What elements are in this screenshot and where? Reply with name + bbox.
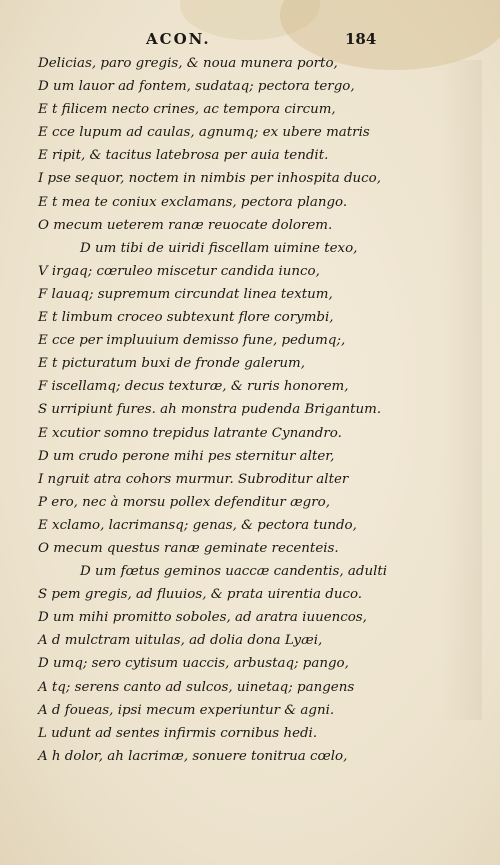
verse-line: I pse sequor, noctem in nimbis per inhospita duco,	[38, 171, 381, 187]
verse-line: F iscellamq; decus texturæ, & ruris honorem,	[38, 379, 349, 395]
verse-line: E xcutior somno trepidus latrante Cynandro.	[38, 425, 342, 441]
verse-line: E cce lupum ad caulas, agnumq; ex ubere matris	[38, 125, 370, 141]
page-number: 184	[345, 30, 377, 48]
verse-line: P ero, nec à morsu pollex defenditur ægro,	[38, 494, 330, 510]
verse-line: D um crudo perone mihi pes sternitur alter,	[38, 448, 335, 464]
verse-line: A d mulctram uitulas, ad dolia dona Lyæi,	[38, 633, 323, 649]
page-header	[40, 30, 380, 52]
verse-line: E t picturatum buxi de fronde galerum,	[38, 356, 305, 372]
verse-line: E ripit, & tacitus latebrosa per auia tendit.	[38, 148, 329, 164]
verse-line: D um lauor ad fontem, sudataq; pectora tergo,	[38, 79, 355, 95]
verse-line: E t limbum croceo subtexunt flore corymbi,	[38, 310, 334, 326]
verse-block	[38, 52, 388, 768]
verse-line: D um mihi promitto soboles, ad aratra iuuencos,	[38, 610, 367, 626]
running-head: ACON.	[146, 30, 211, 48]
verse-line: E t filicem necto crines, ac tempora circum,	[38, 102, 336, 118]
verse-line: O mecum ueterem ranæ reuocate dolorem.	[38, 217, 333, 233]
verse-line: S pem gregis, ad fluuios, & prata uirentia duco.	[38, 587, 363, 603]
verse-line: D um tibi de uiridi fiscellam uimine texo,	[80, 240, 358, 256]
verse-line: F lauaq; supremum circundat linea textum,	[38, 286, 333, 302]
verse-line: O mecum questus ranæ geminate recenteis.	[38, 540, 339, 556]
verse-line: V irgaq; cœruleo miscetur candida iunco,	[38, 263, 320, 279]
verse-line: Delicias, paro gregis, & noua munera porto,	[38, 56, 338, 71]
verse-line: E t mea te coniux exclamans, pectora plango.	[38, 194, 348, 210]
verse-line: A h dolor, ah lacrimæ, sonuere tonitrua cœlo,	[38, 748, 348, 764]
verse-line: S urripiunt fures. ah monstra pudenda Brigantum.	[38, 402, 382, 418]
verse-line: D umq; sero cytisum uaccis, arbustaq; pango,	[38, 656, 349, 672]
verse-line: A d foueas, ipsi mecum experiuntur & agni.	[38, 702, 335, 718]
show-through-shadow	[442, 60, 482, 720]
verse-line: I ngruit atra cohors murmur. Subroditur alter	[38, 471, 349, 487]
verse-line: E cce per impluuium demisso fune, pedumq;,	[38, 333, 346, 349]
verse-line: L udunt ad sentes infirmis cornibus hedi.	[38, 725, 318, 741]
verse-line: A tq; serens canto ad sulcos, uinetaq; pangens	[38, 679, 355, 695]
verse-line: E xclamo, lacrimansq; genas, & pectora tundo,	[38, 517, 357, 533]
verse-line: D um fœtus geminos uaccæ candentis, adulti	[80, 564, 388, 580]
